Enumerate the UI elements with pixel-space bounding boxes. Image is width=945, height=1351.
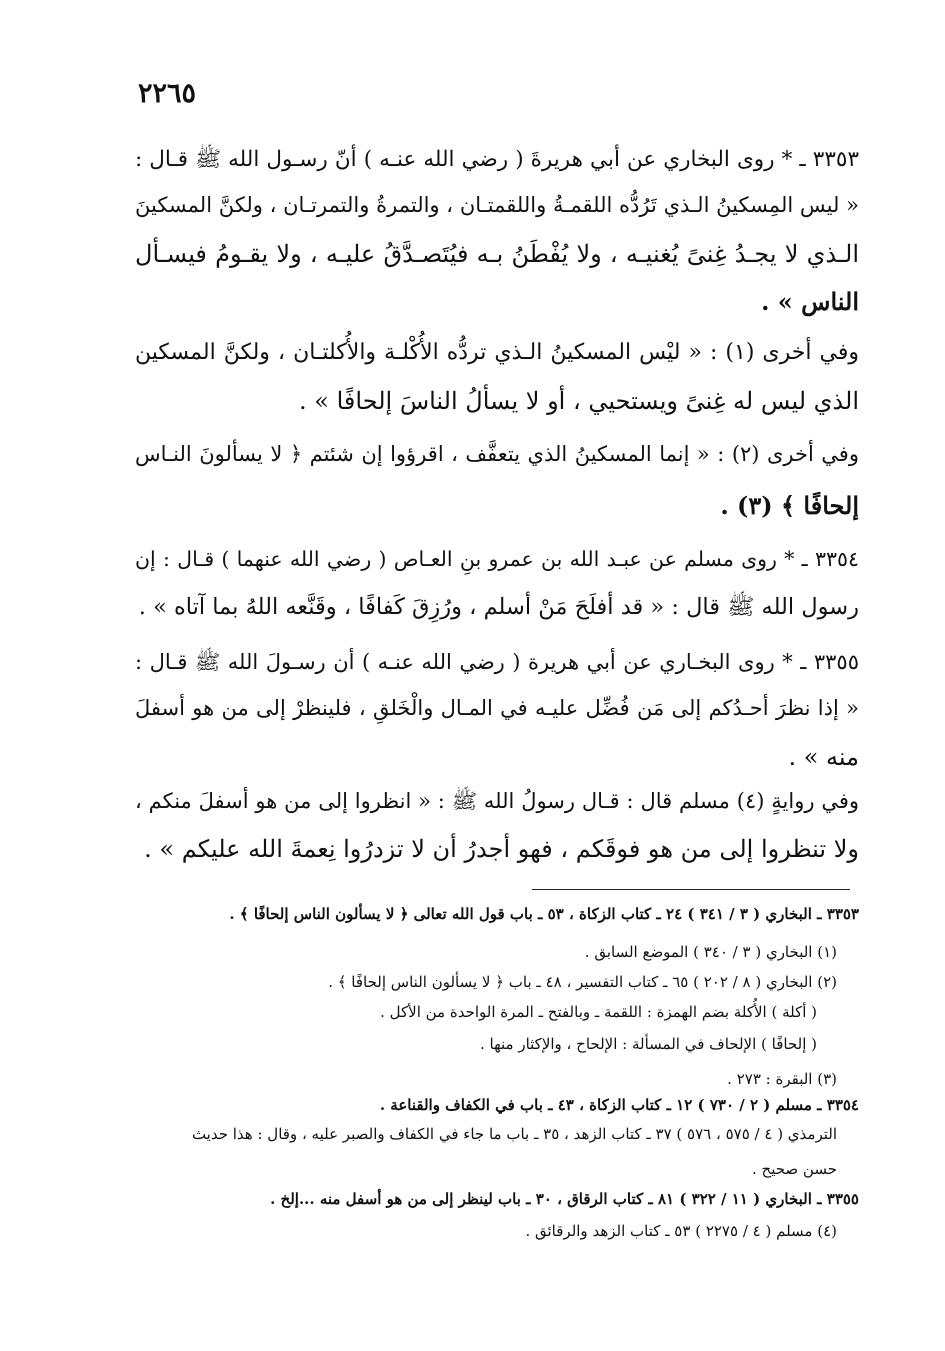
body-line: « ليس المِسكينُ الـذي تَرُدُّه اللقمـةُ واللقمتـان ، والتمرةُ والتمرتـان ، ولكنَّ المسكينَ [135, 193, 859, 217]
body-line: الناس » . [761, 287, 859, 316]
body-line: رسول الله ﷺ قال : « قد أفلَحَ مَنْ أسلم ، ورُزِقَ كَفافًا ، وقَنَّعه اللهُ بما آتاه » . [138, 594, 859, 620]
body-line: إلحافًا ﴾ (٣) . [720, 491, 859, 520]
footnote: (١) البخاري ( ٣ / ٣٤٠ ) الموضع السابق . [584, 943, 837, 961]
body-line: الـذي لا يجـدُ غِنىً يُغنيـه ، ولا يُفْطَنُ بـه فيُتَصـدَّقُ عليـه ، ولا يقـومُ فيسـأل [135, 240, 860, 268]
footnote: ٣٣٥٤ ـ مسلم ( ٢ / ٧٣٠ ) ١٢ ـ كتاب الزكاة ، ٤٣ ـ باب في الكفاف والقناعة . [379, 1096, 859, 1114]
body-line: ولا تنظروا إلى من هو فوقَكم ، فهو أجدرُ أن لا تزدرُوا نِعمةَ الله عليكم » . [144, 835, 859, 863]
footnote-separator [532, 889, 850, 890]
footnote: (٢) البخاري ( ٨ / ٢٠٢ ) ٦٥ ـ كتاب التفسير ، ٤٨ ـ باب ﴿ لا يسألون الناس إلحافًا ﴾ . [328, 973, 837, 991]
body-line: ٣٣٥٥ ـ * روى البخـاري عن أبي هريرة ( رضي الله عنـه ) أن رسـولَ الله ﷺ قـال : [135, 650, 859, 674]
body-line: منه » . [788, 743, 859, 771]
footnote: ( أكلة ) الأُكلة بضم الهمزة : اللقمة ـ وبالفتح ـ المرة الواحدة من الأكل . [380, 1003, 817, 1021]
footnote: حسن صحيح . [751, 1160, 837, 1178]
page-number: ٢٢٦٥ [138, 78, 197, 109]
body-line: وفي روايةٍ (٤) مسلم قال : قـال رسولُ الله ﷺ : « انظروا إلى من هو أسفلَ منكم ، [135, 789, 860, 813]
body-line: « إذا نظرَ أحـدُكم إلى مَن فُضِّل عليـه في المـال والْخَلقِ ، فلينظرْ إلى من هو أسفلَ [135, 696, 859, 720]
body-line: وفي أخرى (٢) : « إنما المسكينُ الذي يتعفَّف ، اقرؤوا إن شئتم ﴿ لا يسألونَ النـاس [135, 442, 859, 466]
footnote: الترمذي ( ٤ / ٥٧٥ ، ٥٧٦ ) ٣٧ ـ كتاب الزهد ، ٣٥ ـ باب ما جاء في الكفاف والصبر عليه ، وقال : هذا حديث [191, 1125, 837, 1143]
body-line: ٣٣٥٣ ـ * روى البخاري عن أبي هريرةَ ( رضي الله عنـه ) أنّ رسـول الله ﷺ قـال : [135, 147, 859, 172]
footnote: (٣) البقرة : ٢٧٣ . [727, 1070, 837, 1088]
body-line: الذي ليس له غِنىً ويستحيي ، أو لا يسألُ الناسَ إلحافًا » . [299, 387, 859, 415]
footnote: ( إلحافًا ) الإلحاف في المسألة : الإلحاح ، والإكثار منها . [479, 1035, 817, 1053]
footnote: ٣٣٥٥ ـ البخاري ( ١١ / ٣٢٢ ) ٨١ ـ كتاب الرقاق ، ٣٠ ـ باب لينظر إلى من هو أسفل منه ...إلخ . [270, 1190, 859, 1208]
footnote: ٣٣٥٣ ـ البخاري ( ٣ / ٣٤١ ) ٢٤ ـ كتاب الزكاة ، ٥٣ ـ باب قول الله تعالى ﴿ لا يسألون الناس إلحافًا ﴾ . [229, 905, 859, 923]
body-line: وفي أخرى (١) : « ليْس المسكينُ الـذي تردُّه الأُكْلـة والأُكلتـان ، ولكنَّ المسكين [135, 340, 859, 365]
body-line: ٣٣٥٤ ـ * روى مسلم عن عبـد الله بن عمرو بنِ العـاص ( رضي الله عنهما ) قـال : إن [135, 547, 859, 571]
footnote: (٤) مسلم ( ٤ / ٢٢٧٥ ) ٥٣ ـ كتاب الزهد والرقائق . [525, 1222, 837, 1240]
